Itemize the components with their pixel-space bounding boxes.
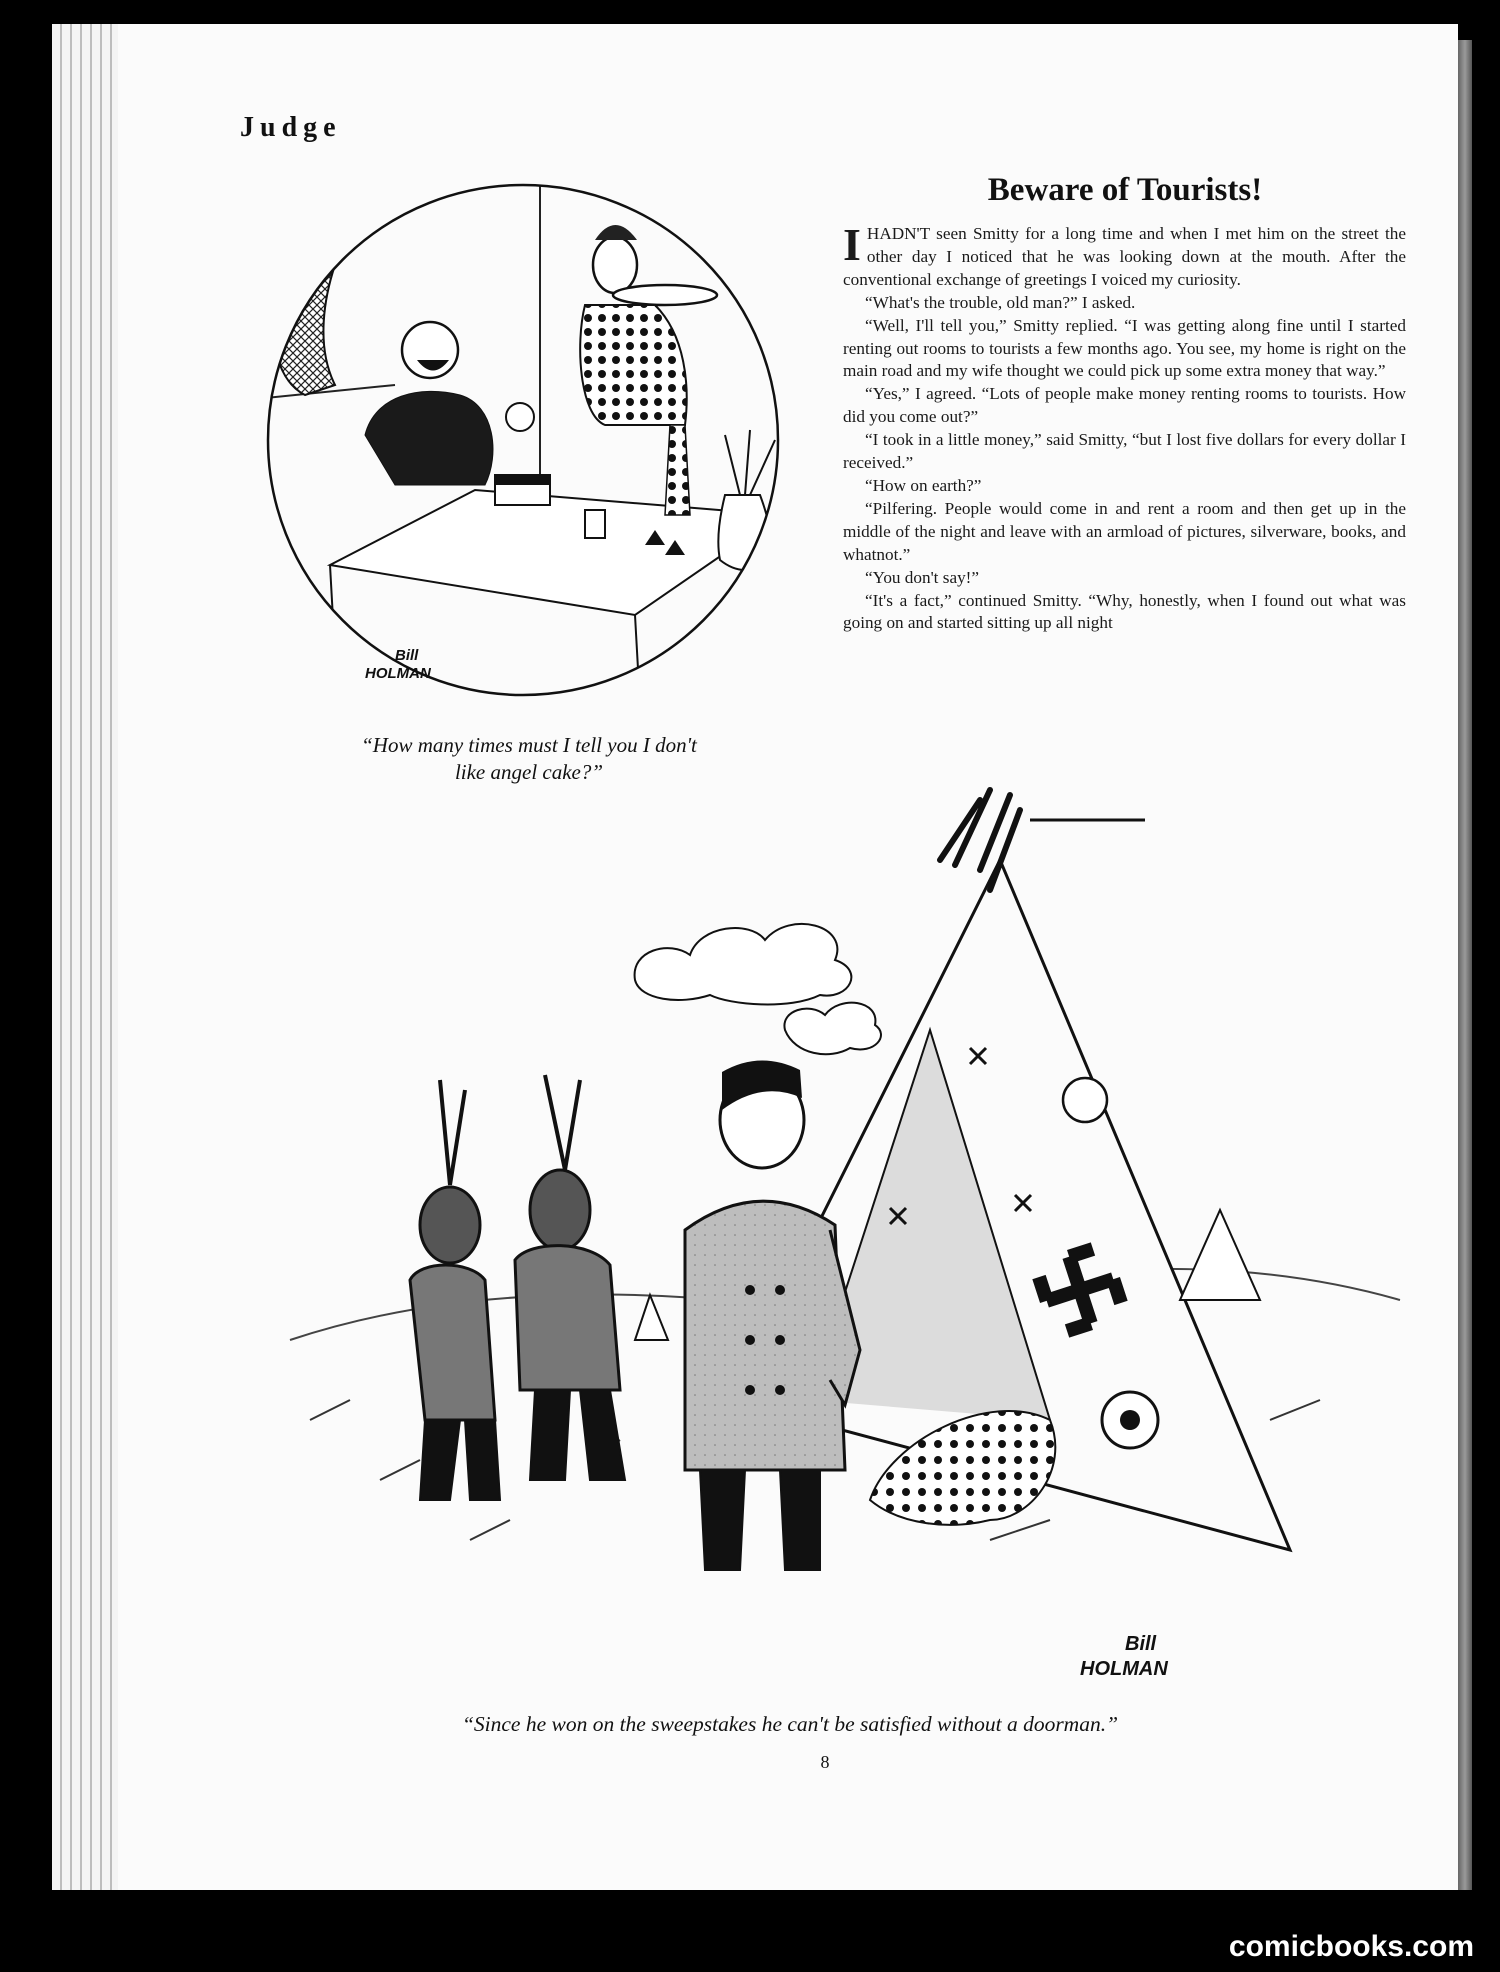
article-paragraph: “I took in a little money,” said Smitty, “but I lost five dollars for every dollar I received.” — [843, 430, 1406, 473]
dropcap: I — [843, 219, 861, 270]
first-paragraph-text: HADN'T seen Smitty for a long time and when I met him on the street the other day I noticed that he was looking down at the mouth. After the conventional exchange of greetings I voiced my curiosity. — [843, 224, 1406, 289]
top-cartoon-caption — [282, 732, 776, 786]
article-title: Beware of Tourists! — [987, 172, 1263, 208]
bottom-cartoon-illustration — [290, 780, 1410, 1680]
top-cartoon-signature-line1: Bill — [395, 647, 419, 664]
top-cartoon-signature-line2: HOLMAN — [365, 665, 431, 682]
article-paragraph: “How on earth?” — [865, 475, 982, 495]
top-caption-line2: like angel cake?” — [454, 760, 604, 784]
book-binding-edge — [1458, 40, 1472, 1890]
watermark: comicbooks.com — [1228, 1930, 1474, 1963]
top-cartoon-illustration — [245, 185, 805, 705]
article-body — [843, 219, 1406, 635]
article-paragraph: “What's the trouble, old man?” I asked. — [865, 292, 1136, 312]
page-number: 8 — [820, 1752, 830, 1772]
bottom-cartoon-caption: “Since he won on the sweepstakes he can't be satisfied without a doorman.” — [461, 1712, 1119, 1736]
article-paragraph: “Well, I'll tell you,” Smitty replied. “I was getting along fine until I started renting out rooms to tourists a few months ago. You see, my home is right on the main road and my wife thought we could pick up some extra money that way.” — [843, 315, 1406, 381]
article-paragraph: “Pilfering. People would come in and rent a room and then get up in the middle of the night and leave with an armload of pictures, silverware, books, and whatnot.” — [843, 498, 1406, 564]
bottom-cartoon-signature-line2: HOLMAN — [1080, 1658, 1168, 1680]
running-head: Judge — [240, 112, 342, 143]
top-caption-line1: “How many times must I tell you I don't — [361, 733, 697, 757]
article-paragraph-1 — [843, 219, 1406, 292]
article-paragraph: “Yes,” I agreed. “Lots of people make money renting rooms to tourists. How did you come out?” — [843, 384, 1406, 427]
article-paragraph: “You don't say!” — [865, 567, 980, 587]
bottom-cartoon-signature-line1: Bill — [1125, 1633, 1157, 1655]
article-paragraph: “It's a fact,” continued Smitty. “Why, honestly, when I found out what was going on and started sitting up all night — [843, 590, 1406, 633]
